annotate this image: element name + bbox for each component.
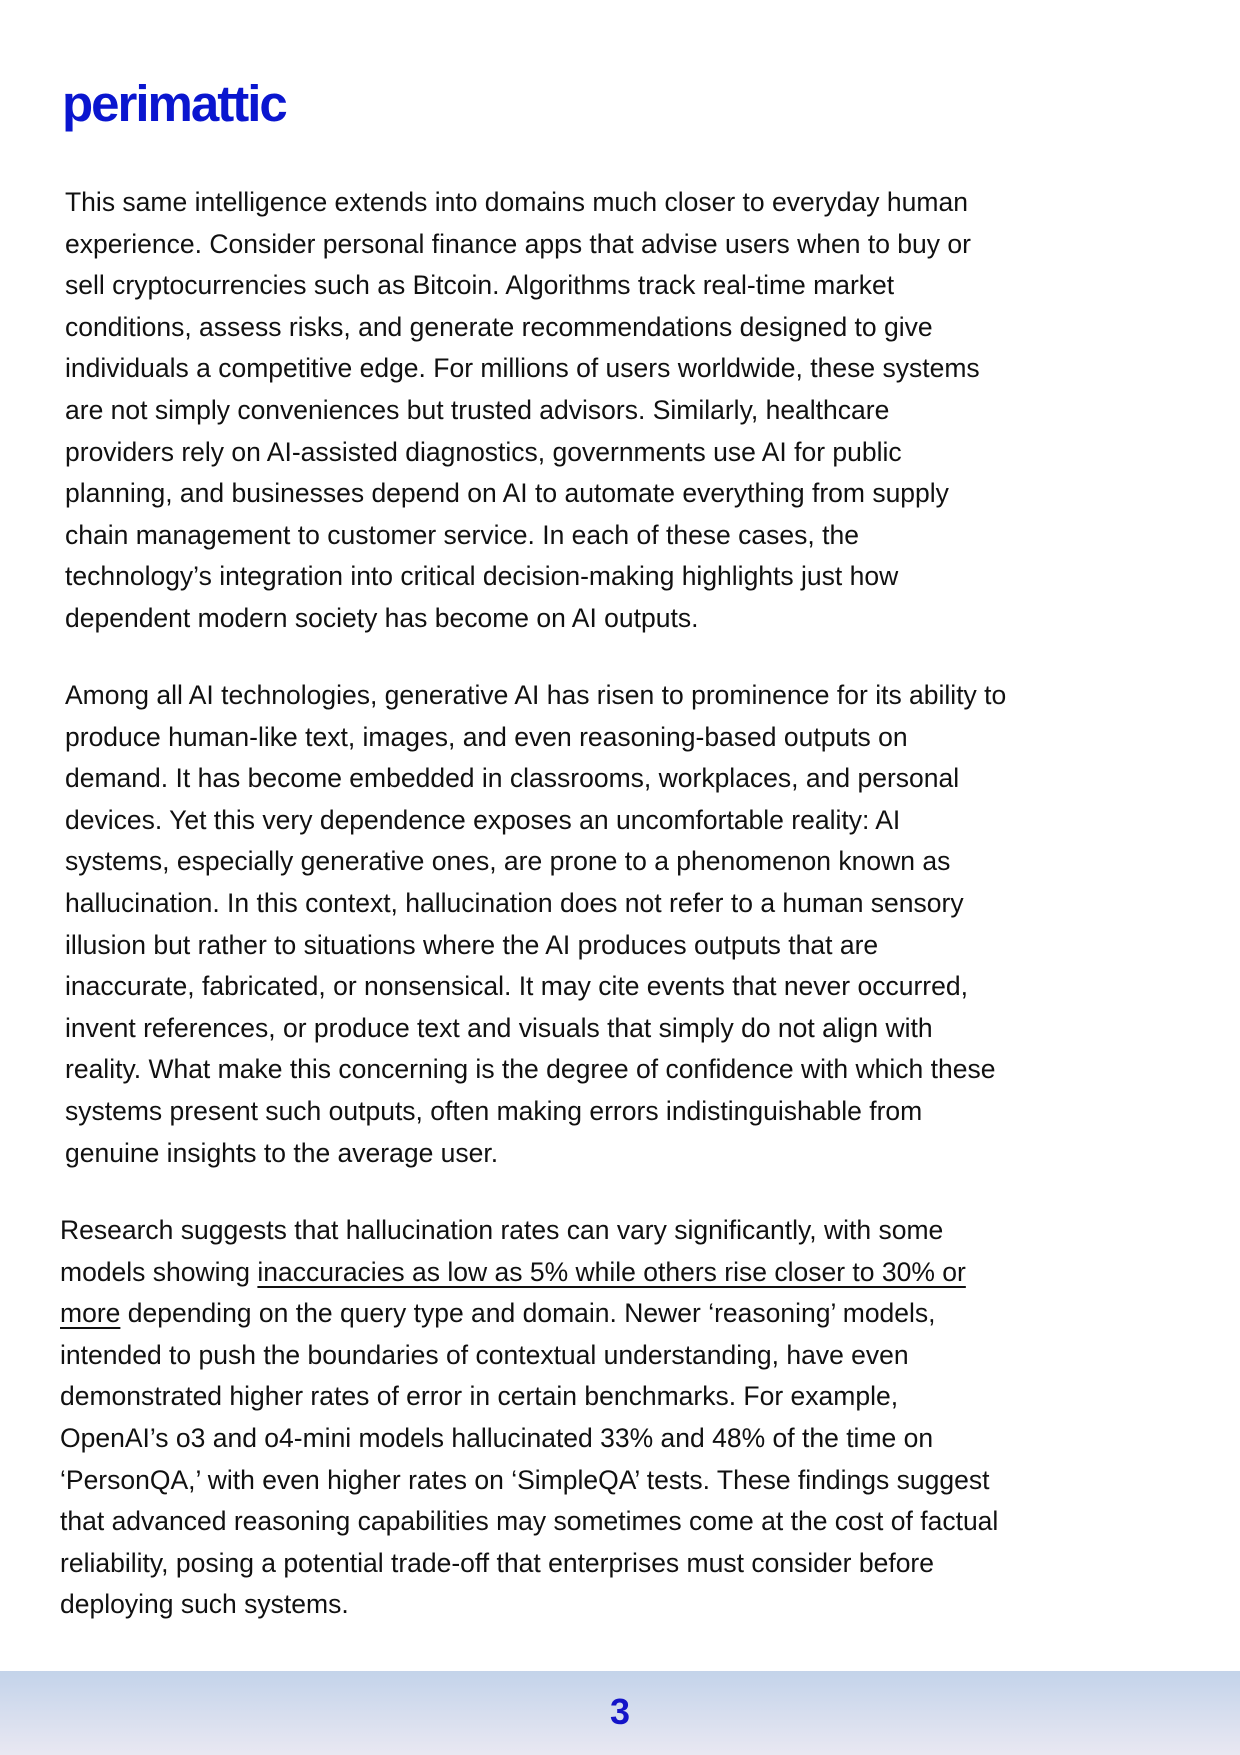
text-line: illusion but rather to situations where the AI produces outputs that are	[65, 929, 879, 960]
source-link[interactable]: more	[60, 1298, 121, 1329]
text-line: individuals a competitive edge. For millions of users worldwide, these systems	[65, 353, 980, 384]
text-line: demonstrated higher rates of error in certain benchmarks. For example,	[60, 1381, 899, 1412]
text-line: invent references, or produce text and visuals that simply do not align with	[65, 1012, 933, 1043]
text-line: systems, especially generative ones, are prone to a phenomenon known as	[65, 846, 951, 877]
text-line: This same intelligence extends into domains much closer to everyday human	[65, 187, 968, 217]
text-line: produce human-like text, images, and even reasoning-based outputs on	[65, 721, 908, 752]
paragraph-3	[60, 1210, 998, 1626]
text-line	[60, 1293, 998, 1335]
source-link[interactable]: inaccuracies as low as 5% while others rise closer to 30% or	[257, 1256, 966, 1287]
text-line: that advanced reasoning capabilities may sometimes come at the cost of factual	[60, 1506, 999, 1537]
text-line: demand. It has become embedded in classrooms, workplaces, and personal	[65, 763, 960, 794]
text-line: chain management to customer service. In each of these cases, the	[65, 519, 859, 550]
paragraph-1	[65, 182, 980, 640]
text-line: Research suggests that hallucination rates can vary significantly, with some	[60, 1215, 944, 1245]
text-line: genuine insights to the average user.	[65, 1137, 499, 1168]
text-line: Among all AI technologies, generative AI has risen to prominence for its ability to	[65, 680, 1007, 710]
text-line: are not simply conveniences but trusted advisors. Similarly, healthcare	[65, 394, 890, 425]
text-segment: models showing	[60, 1256, 258, 1287]
text-line	[60, 1252, 998, 1294]
page-number: 3	[609, 1691, 631, 1732]
text-line: reality. What make this concerning is the degree of confidence with which these	[65, 1054, 996, 1085]
text-line: systems present such outputs, often making errors indistinguishable from	[65, 1095, 923, 1126]
text-line: conditions, assess risks, and generate recommendations designed to give	[65, 311, 933, 342]
text-line: devices. Yet this very dependence exposes an uncomfortable reality: AI	[65, 804, 901, 835]
paragraph-2	[65, 675, 1006, 1174]
text-line: hallucination. In this context, hallucination does not refer to a human sensory	[65, 887, 964, 918]
text-line: intended to push the boundaries of contextual understanding, have even	[60, 1339, 909, 1370]
text-line: inaccurate, fabricated, or nonsensical. It may cite events that never occurred,	[65, 971, 968, 1002]
text-line: providers rely on AI-assisted diagnostics, governments use AI for public	[65, 436, 902, 467]
page-footer	[0, 1671, 1240, 1755]
text-line: sell cryptocurrencies such as Bitcoin. Algorithms track real-time market	[65, 270, 895, 301]
text-line: technology’s integration into critical decision-making highlights just how	[65, 561, 899, 592]
text-line: dependent modern society has become on AI outputs.	[65, 602, 699, 633]
text-line: ‘PersonQA,’ with even higher rates on ‘SimpleQA’ tests. These findings suggest	[60, 1464, 990, 1495]
text-line: reliability, posing a potential trade-off that enterprises must consider before	[60, 1547, 934, 1578]
text-line: OpenAI’s o3 and o4-mini models hallucinated 33% and 48% of the time on	[60, 1422, 934, 1453]
text-line: experience. Consider personal finance apps that advise users when to buy or	[65, 228, 971, 259]
text-segment: depending on the query type and domain. Newer ‘reasoning’ models,	[120, 1298, 936, 1329]
text-line: deploying such systems.	[60, 1589, 349, 1620]
brand-logo: perimattic	[62, 75, 286, 132]
text-line: planning, and businesses depend on AI to automate everything from supply	[65, 478, 949, 509]
